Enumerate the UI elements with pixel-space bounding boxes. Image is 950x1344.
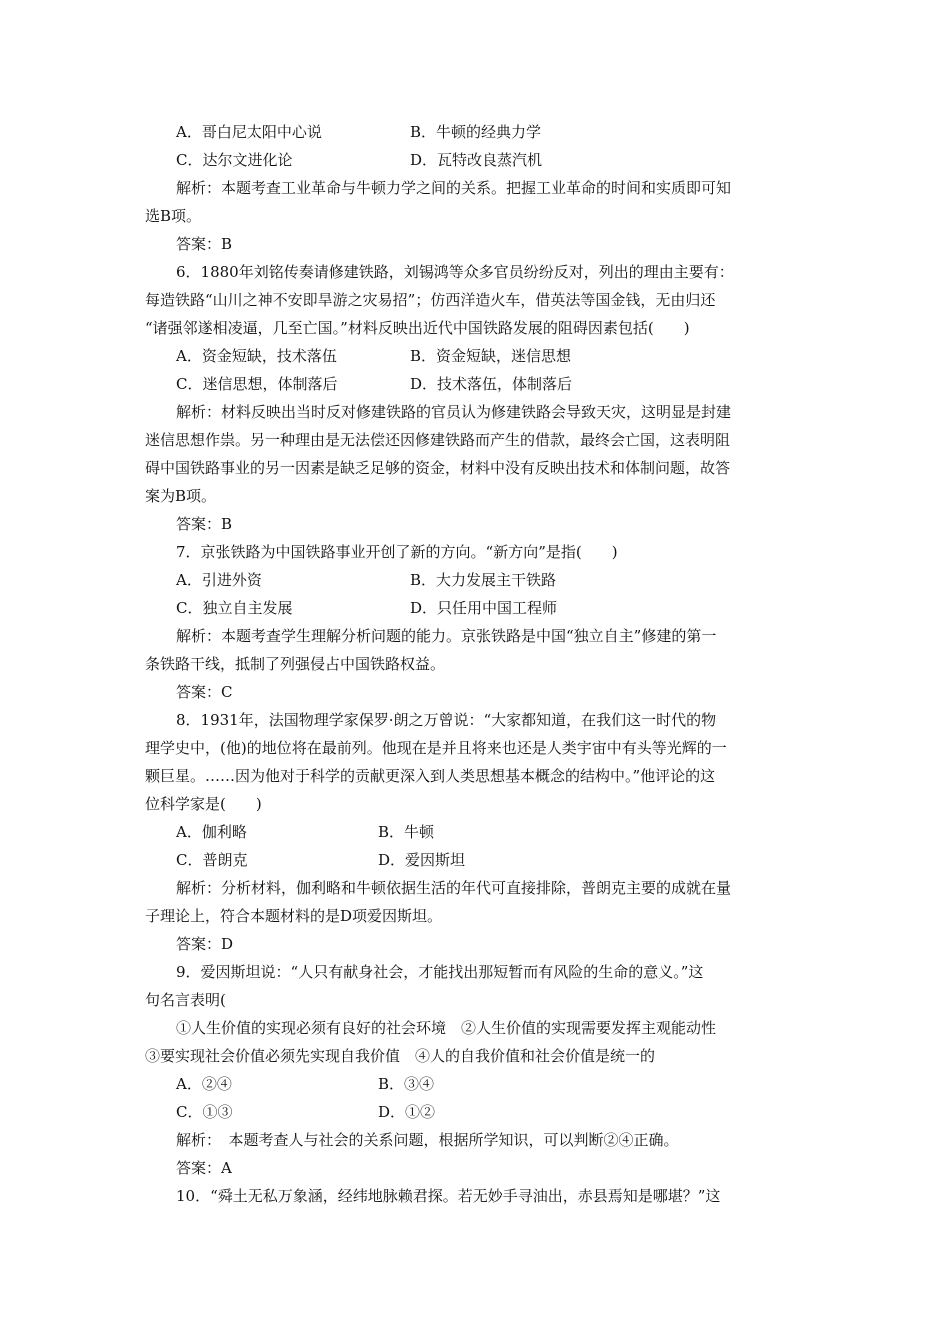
option-d: D．①② [378, 1103, 436, 1121]
option-c: C．①③ [176, 1103, 233, 1121]
option-a: A．资金短缺，技术落伍 [176, 347, 337, 365]
question-stem: 理学史中，(他)的地位将在最前列。他现在是并且将来也还是人类宇宙中有头等光辉的一 [145, 739, 727, 757]
answer-text: 答案：A [176, 1159, 232, 1177]
option-c: C．迷信思想，体制落后 [176, 375, 338, 393]
statement-items: ①人生价值的实现必须有良好的社会环境 ②人生价值的实现需要发挥主观能动性 [176, 1019, 717, 1037]
analysis-text: 解析： 本题考查人与社会的关系问题，根据所学知识，可以判断②④正确。 [176, 1131, 679, 1149]
analysis-text: 子理论上，符合本题材料的是D项爱因斯坦。 [145, 907, 443, 925]
answer-text: 答案：C [176, 683, 233, 701]
option-a: A．伽利略 [176, 823, 247, 841]
question-stem: 位科学家是( ) [145, 795, 262, 813]
option-a: A．哥白尼太阳中心说 [176, 123, 322, 141]
analysis-text: 解析：分析材料，伽利略和牛顿依据生活的年代可直接排除，普朗克主要的成就在量 [176, 879, 732, 897]
question-stem: 10．“舜土无私万象涵，经纬地脉赖君探。若无妙手寻油出，赤县焉知是哪堪？”这 [176, 1187, 721, 1205]
option-a: A．引进外资 [176, 571, 262, 589]
question-stem: 7．京张铁路为中国铁路事业开创了新的方向。“新方向”是指( ) [176, 543, 618, 561]
question-stem: “诸强邻遂相凌逼，几至亡国。”材料反映出近代中国铁路发展的阻碍因素包括( ) [145, 319, 690, 337]
option-c: C．普朗克 [176, 851, 248, 869]
question-stem: 每造铁路“山川之神不安即旱游之灾易招”；仿西洋造火车，借英法等国金钱，无由归还 [145, 291, 716, 309]
answer-text: 答案：B [176, 515, 233, 533]
question-stem: 9．爱因斯坦说：“人只有献身社会，才能找出那短暂而有风险的生命的意义。”这 [176, 963, 704, 981]
answer-text: 答案：B [176, 235, 233, 253]
option-b: B．资金短缺，迷信思想 [410, 347, 572, 365]
option-b: B．大力发展主干铁路 [410, 571, 557, 589]
analysis-text: 迷信思想作祟。另一种理由是无法偿还因修建铁路而产生的借款，最终会亡国，这表明阻 [145, 431, 731, 449]
statement-items: ③要实现社会价值必须先实现自我价值 ④人的自我价值和社会价值是统一的 [145, 1047, 656, 1065]
option-a: A．②④ [176, 1075, 232, 1093]
answer-text: 答案：D [176, 935, 234, 953]
question-stem: 颗巨星。……因为他对于科学的贡献更深入到人类思想基本概念的结构中。”他评论的这 [145, 767, 716, 785]
analysis-text: 案为B项。 [145, 487, 217, 505]
option-b: B．牛顿的经典力学 [410, 123, 542, 141]
question-stem: 8．1931年，法国物理学家保罗·朗之万曾说：“大家都知道，在我们这一时代的物 [176, 711, 717, 729]
option-b: B．③④ [378, 1075, 435, 1093]
analysis-text: 解析：本题考查学生理解分析问题的能力。京张铁路是中国“独立自主”修建的第一 [176, 627, 717, 645]
option-d: D．只任用中国工程师 [410, 599, 558, 617]
question-stem: 句名言表明( [145, 991, 226, 1009]
option-c: C．达尔文进化论 [176, 151, 293, 169]
option-d: D．爱因斯坦 [378, 851, 466, 869]
question-stem: 6．1880年刘铭传奏请修建铁路，刘锡鸿等众多官员纷纷反对，列出的理由主要有： [176, 263, 734, 281]
analysis-text: 选B项。 [145, 207, 202, 225]
option-c: C．独立自主发展 [176, 599, 293, 617]
option-d: D．技术落伍，体制落后 [410, 375, 573, 393]
analysis-text: 解析：本题考查工业革命与牛顿力学之间的关系。把握工业革命的时间和实质即可知 [176, 179, 732, 197]
option-d: D．瓦特改良蒸汽机 [410, 151, 543, 169]
analysis-text: 碍中国铁路事业的另一因素是缺乏足够的资金，材料中没有反映出技术和体制问题，故答 [145, 459, 731, 477]
option-b: B．牛顿 [378, 823, 435, 841]
analysis-text: 解析：材料反映出当时反对修建铁路的官员认为修建铁路会导致天灾，这明显是封建 [176, 403, 732, 421]
analysis-text: 条铁路干线，抵制了列强侵占中国铁路权益。 [145, 655, 446, 673]
